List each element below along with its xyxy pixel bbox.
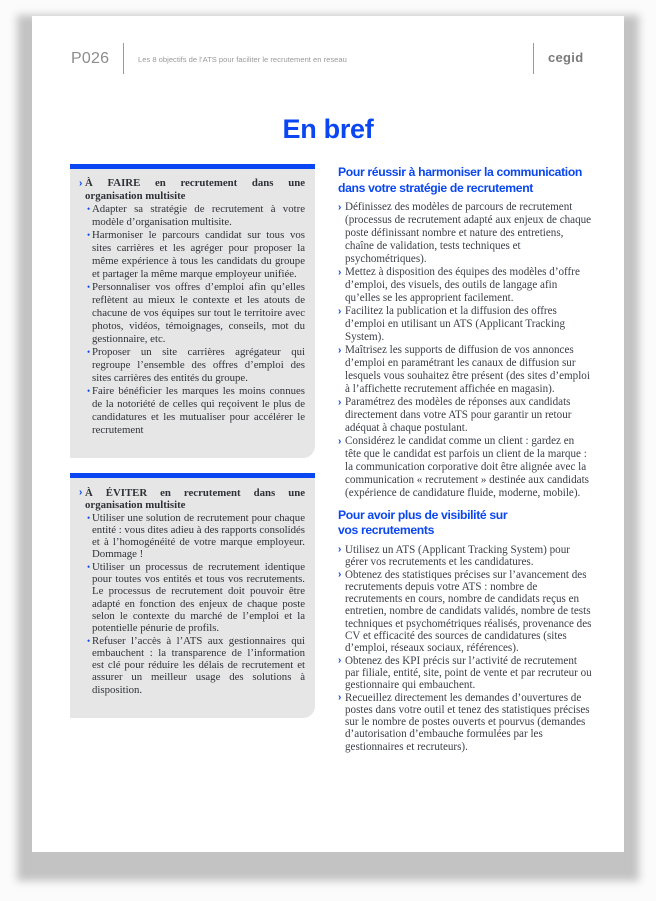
- avoid-list: [79, 512, 305, 696]
- chevron-bullet-icon: [338, 569, 345, 655]
- chevron-bullet-icon: [338, 435, 345, 500]
- section-heading-visibility: [338, 508, 592, 538]
- list-item: [87, 635, 305, 696]
- box-heading: [79, 177, 305, 203]
- right-column: [338, 164, 592, 753]
- list-item: [338, 435, 592, 500]
- chevron-bullet-icon: [338, 692, 345, 753]
- list-item: [338, 305, 592, 344]
- list-item-text: Refuser l’accès à l’ATS aux gestionnaires qui embauchent : la transparence de l’information est clé pour réduire les délais de recrutement et assurer un meilleur usage des solutions à disposition.: [92, 634, 305, 696]
- list-item: [338, 201, 592, 266]
- visibility-list: [338, 544, 592, 753]
- chevron-bullet-icon: [338, 344, 345, 396]
- todo-box: [70, 164, 315, 458]
- list-item: [87, 203, 305, 229]
- list-item-text: Obtenez des statistiques précises sur l’avancement des recrutements depuis votre ATS : nombre de recrutements en cours, nombre de candidats reçus en entretien, nombre de candidats validés, nombre de tests techniques et psychométriques réalisés, provenance des CV et efficacité des sources de candidatures (sites d’emploi, réseaux sociaux, références).: [345, 568, 592, 655]
- list-item: [338, 655, 592, 692]
- document-subtitle: Les 8 objectifs de l’ATS pour faciliter le recrutement en reseau: [138, 55, 347, 64]
- list-item: [87, 385, 305, 437]
- chevron-bullet-icon: [338, 266, 345, 305]
- section-heading-line: Pour réussir à harmoniser la communication: [338, 165, 583, 179]
- list-item: [87, 346, 305, 385]
- avoid-box: [70, 473, 315, 718]
- header-divider: [123, 43, 124, 74]
- list-item: [87, 561, 305, 635]
- list-item-text: Utiliser une solution de recrutement pour chaque entité : vous dites adieu à des rapports consolidés et à l’homogénéité de votre marque employeur. Dommage !: [92, 511, 305, 561]
- communication-list: [338, 201, 592, 500]
- list-item: [87, 281, 305, 346]
- list-item: [338, 266, 592, 305]
- page-title: En bref: [282, 114, 374, 144]
- list-item-text: Recueillez directement les demandes d’ouvertures de postes dans votre outil et tenez des statistiques précises sur le nombre de postes ouverts et pourvus (demandes d’autorisation d’embauche formulées par les gestionnaires et recruteurs).: [345, 691, 590, 753]
- list-item-text: Paramétrez des modèles de réponses aux candidats directement dans votre ATS pour garantir un retour adéquat à chaque postulant.: [345, 396, 572, 434]
- box-heading: [79, 487, 305, 512]
- section-heading-line: dans votre stratégie de recrutement: [338, 181, 534, 195]
- chevron-bullet-icon: [338, 655, 345, 692]
- list-item: [338, 396, 592, 435]
- list-item-text: Utiliser un processus de recrutement identique pour toutes vos entités et tous vos recrutements. Le processus de recrutement doit pouvoir être adapté en fonction des enjeux de chaque poste selon le contexte du marché de l’emploi et la potentielle pénurie de profils.: [92, 560, 305, 635]
- list-item-text: Facilitez la publication et la diffusion des offres d’emploi en utilisant un ATS (Applicant Tracking System).: [345, 305, 566, 343]
- document-page: [32, 16, 624, 852]
- todo-list: [79, 203, 305, 437]
- list-item-text: Mettez à disposition des équipes des modèles d’offre d’emploi, des visuels, des outils de langage afin qu’elles se les approprient facilement.: [345, 266, 580, 304]
- list-item: [338, 692, 592, 753]
- page-code: P026: [71, 50, 110, 67]
- list-item-text: Harmoniser le parcours candidat sur tous vos sites carrières et les agréger pour proposer la même expérience à tous les candidats du groupe et partager la même marque employeur unifiée.: [92, 229, 305, 280]
- list-item: [87, 512, 305, 561]
- list-item-text: Définissez des modèles de parcours de recrutement (processus de recrutement adapté aux enjeux de chaque poste définissant nombre et nature des entretiens, chaîne de validation, tests techniques et psychométriques).: [345, 201, 592, 265]
- list-item-text: Considérez le candidat comme un client : gardez en tête que le candidat est parfois un client de la marque : la communication corporative doit être alignée avec la communication « recrutement » destinée aux candidats (expérience de candidature fluide, moderne, mobile).: [345, 435, 589, 499]
- list-item-text: Personnaliser vos offres d’emploi afin qu’elles reflètent au mieux le contexte et les atouts de chacune de vos équipes sur tout le territoire avec photos, vidéos, témoignages, conseils, mot du gestionnaire, etc.: [92, 281, 305, 345]
- box-heading-text: À FAIRE en recrutement dans une organisation multisite: [85, 177, 305, 202]
- list-item-text: Obtenez des KPI précis sur l’activité de recrutement par filiale, entité, site, point de vente et par recruteur ou gestionnaire qui embauchent.: [345, 654, 592, 692]
- section-heading-communication: [338, 164, 592, 196]
- chevron-bullet-icon: [338, 396, 345, 435]
- section-heading-line: vos recrutements: [338, 523, 435, 537]
- cegid-logo: cegid: [548, 50, 584, 65]
- header-divider: [533, 43, 534, 74]
- list-item: [87, 229, 305, 281]
- list-item-text: Maîtrisez les supports de diffusion de vos annonces d’emploi en paramétrant les canaux de diffusion sur lesquels vous souhaitez être présent (des sites d’emploi à l’affichette recrutement affichée en magasin).: [345, 344, 590, 395]
- list-item-text: Utilisez un ATS (Applicant Tracking System) pour gérer vos recrutements et les candidatures.: [345, 544, 570, 569]
- box-heading-text: À ÉVITER en recrutement dans une organisation multisite: [85, 487, 305, 512]
- list-item: [338, 544, 592, 569]
- chevron-bullet-icon: [338, 201, 345, 266]
- list-item: [338, 344, 592, 396]
- section-heading-line: Pour avoir plus de visibilité sur: [338, 508, 508, 522]
- chevron-bullet-icon: [338, 544, 345, 569]
- list-item-text: Proposer un site carrières agrégateur qui regroupe l’ensemble des offres d’emploi des sites carrières des entités du groupe.: [92, 346, 305, 384]
- list-item-text: Adapter sa stratégie de recrutement à votre modèle d’organisation multisite.: [92, 203, 305, 228]
- list-item: [338, 569, 592, 655]
- list-item-text: Faire bénéficier les marques les moins connues de la notoriété de celles qui reçoivent le plus de candidatures et les mutualiser pour accélérer le recrutement: [92, 385, 305, 436]
- chevron-bullet-icon: [338, 305, 345, 344]
